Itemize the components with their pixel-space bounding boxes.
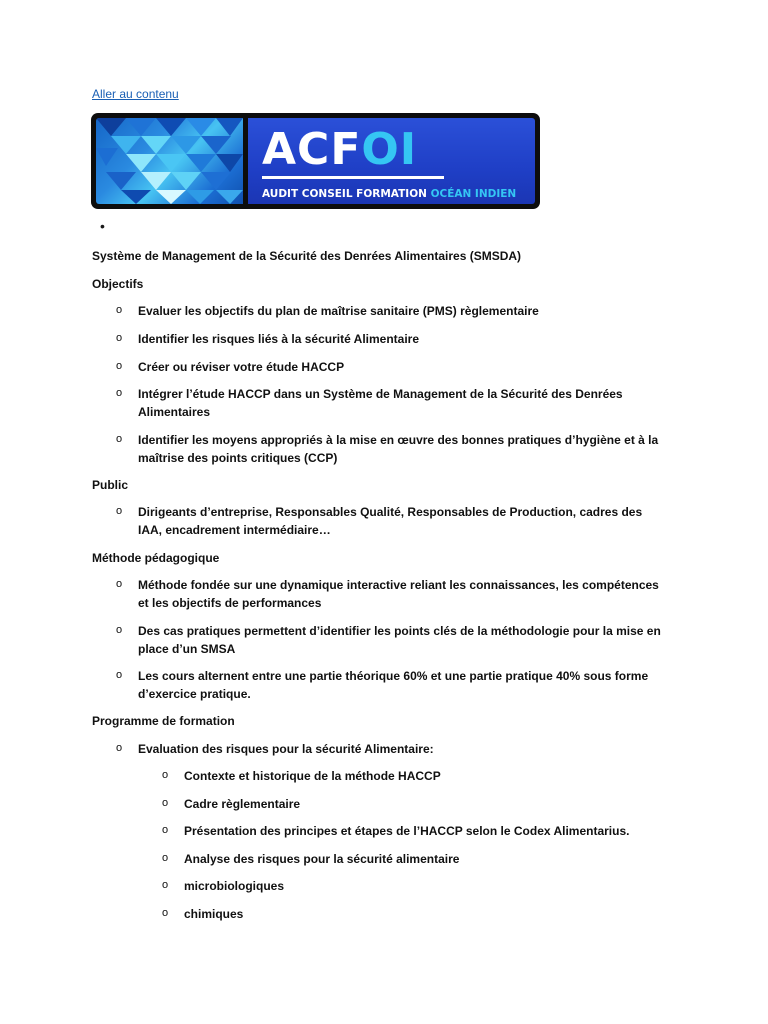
list-marker: o [116,669,123,681]
list-item: Créer ou réviser votre étude HACCP [138,360,345,374]
acfoi-logo[interactable] [91,113,540,209]
list-item: Méthode fondée sur une dynamique interactive reliant les connaissances, les compétences et les objectifs de performances [138,578,659,610]
nav-bullet: • [100,218,105,234]
list-marker: o [116,304,123,316]
logo-wordmark: ACFOI [262,124,418,175]
section-title-programme: Programme de formation [92,714,235,728]
list-marker: o [116,433,123,445]
section-title-objectifs: Objectifs [92,277,144,291]
sub-list-marker: o [162,852,169,864]
page-heading: Système de Management de la Sécurité des Denrées Alimentaires (SMSDA) [92,249,522,263]
sub-list-item: Contexte et historique de la méthode HACCP [184,769,441,783]
logo-divider [262,176,444,179]
list-marker: o [116,332,123,344]
list-item: Evaluation des risques pour la sécurité Alimentaire: [138,742,434,756]
logo-triangles-graphic [96,118,243,204]
sub-list-item: Cadre règlementaire [184,797,301,811]
skip-to-content-link[interactable]: Aller au contenu [92,87,179,101]
list-item: Identifier les risques liés à la sécurité Alimentaire [138,332,420,346]
logo-tagline: AUDIT CONSEIL FORMATION OCÉAN INDIEN [262,188,517,200]
list-marker: o [116,360,123,372]
sub-list-item: microbiologiques [184,879,285,893]
sub-list-marker: o [162,879,169,891]
list-marker: o [116,624,123,636]
list-marker: o [116,505,123,517]
sub-list-item: chimiques [184,907,244,921]
sub-list-marker: o [162,769,169,781]
list-marker: o [116,578,123,590]
list-marker: o [116,387,123,399]
section-title-methode: Méthode pédagogique [92,551,220,565]
list-item: Les cours alternent entre une partie théorique 60% et une partie pratique 40% sous forme d’exercice pratique. [138,669,649,701]
list-item: Intégrer l’étude HACCP dans un Système de Management de la Sécurité des Denrées Alimentaires [138,387,623,419]
section-title-public: Public [92,478,129,492]
list-item: Des cas pratiques permettent d’identifier les points clés de la méthodologie pour la mise en place d’un SMSA [138,624,661,656]
logo-geometric-art [96,118,243,204]
list-item: Evaluer les objectifs du plan de maîtrise sanitaire (PMS) règlementaire [138,304,539,318]
sub-list-item: Présentation des principes et étapes de l’HACCP selon le Codex Alimentarius. [184,824,630,838]
list-item: Dirigeants d’entreprise, Responsables Qualité, Responsables de Production, cadres des IAA, encadrement intermédiaire… [138,505,643,537]
sub-list-marker: o [162,797,169,809]
logo-inner [96,118,535,204]
sub-list-marker: o [162,907,169,919]
list-marker: o [116,742,123,754]
sub-list-item: Analyse des risques pour la sécurité alimentaire [184,852,460,866]
sub-list-marker: o [162,824,169,836]
list-item: Identifier les moyens appropriés à la mise en œuvre des bonnes pratiques d’hygiène et à la maîtrise des points critiques (CCP) [138,433,659,465]
logo-text-panel [248,118,535,204]
